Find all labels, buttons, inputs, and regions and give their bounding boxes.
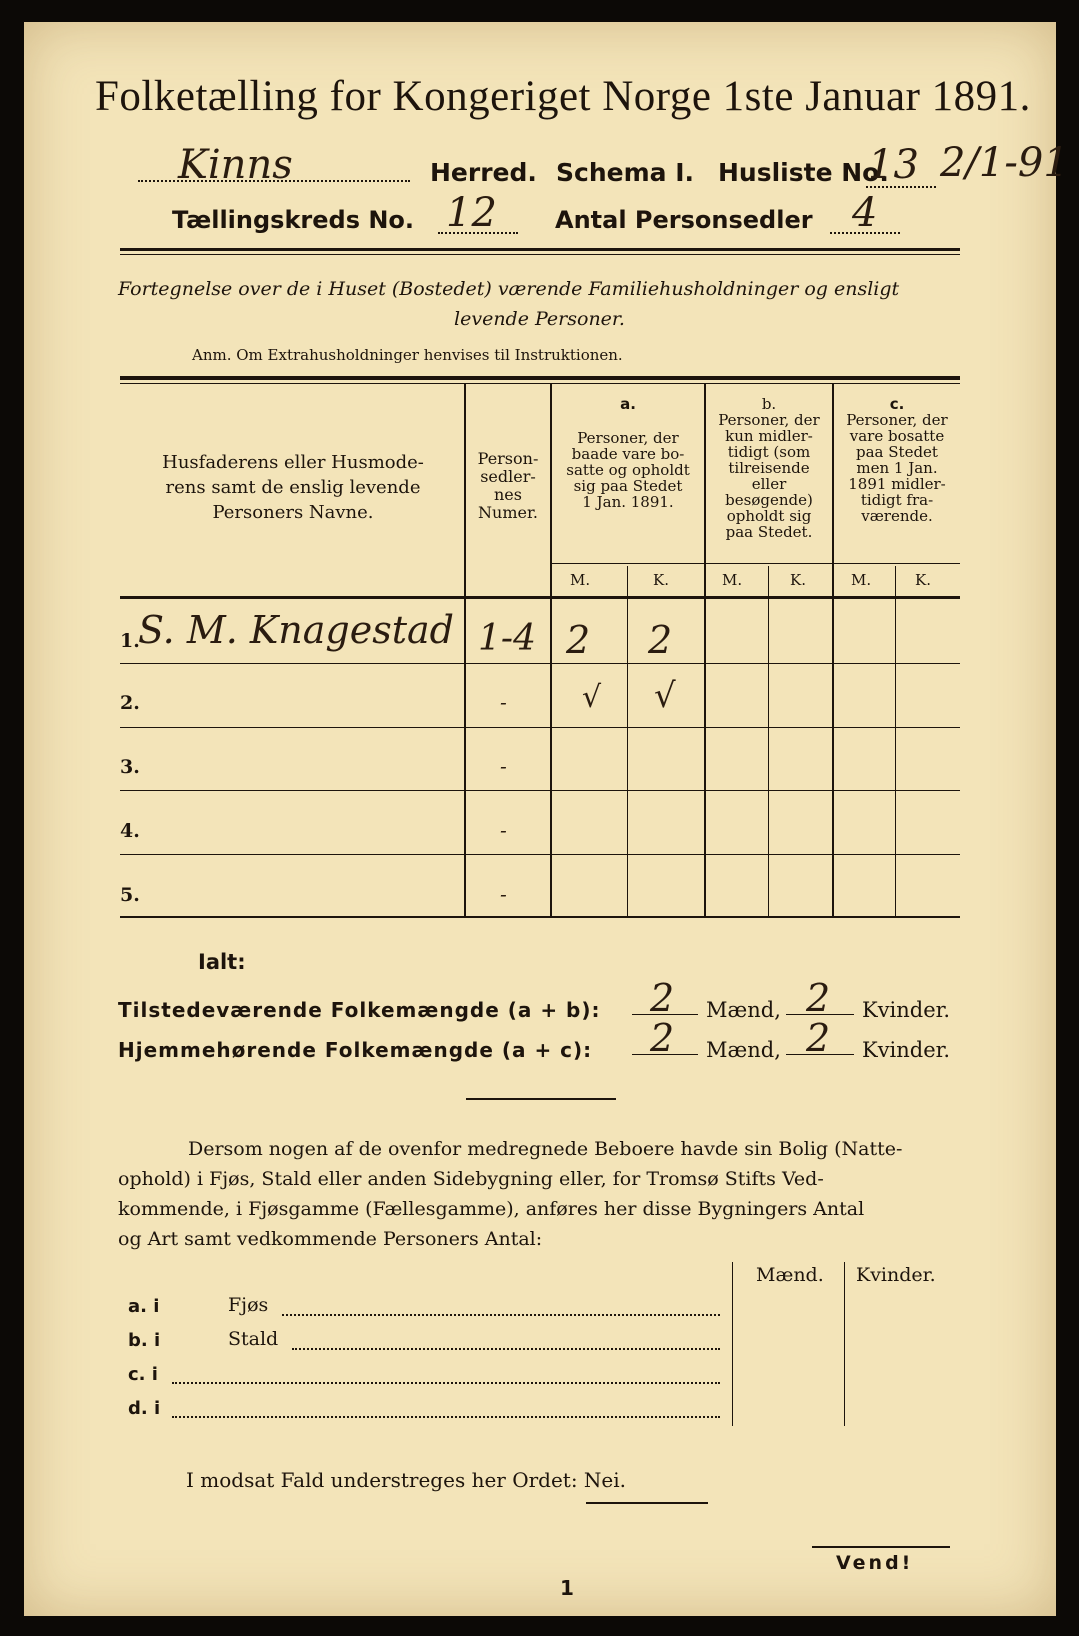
header-rule xyxy=(120,248,960,251)
rows-top-rule xyxy=(120,596,960,599)
col-b-line: eller xyxy=(751,475,787,493)
antal-label: Antal Personsedler xyxy=(555,206,813,234)
a-m-check: √ xyxy=(582,680,602,715)
antal-value: 4 xyxy=(852,190,878,236)
tilstede-maend-value: 2 xyxy=(650,976,675,1020)
col-b-m: M. xyxy=(722,571,743,589)
row-number: 5. xyxy=(120,884,140,906)
col-b-line: besøgende) xyxy=(725,491,813,509)
col-a-k: K. xyxy=(653,571,669,589)
row-number: 4. xyxy=(120,820,140,842)
vend-label: Vend! xyxy=(836,1552,914,1574)
col-b-line: opholdt sig xyxy=(726,507,812,525)
building-a-label: a. i xyxy=(128,1296,160,1317)
col-a-letter: a. xyxy=(620,395,636,413)
col-a-header xyxy=(552,396,704,510)
row-number: 3. xyxy=(120,756,140,778)
col-b-header xyxy=(706,396,832,540)
buildings-line: kommende, i Fjøsgamme (Fællesgamme), anføres her disse Bygningers Antal xyxy=(118,1198,865,1220)
col-b-letter: b. xyxy=(761,395,777,413)
col-a-line: sig paa Stedet xyxy=(573,477,683,495)
table-top-rule-thin xyxy=(120,383,960,384)
row-number: 1. xyxy=(120,630,140,652)
row-divider xyxy=(120,663,960,664)
hjemme-maend-value: 2 xyxy=(650,1016,675,1060)
tilstede-kvinder-label: Kvinder. xyxy=(862,998,951,1022)
tilstede-label: Tilstedeværende Folkemængde (a + b): xyxy=(118,998,601,1022)
vline-a-mk xyxy=(627,566,628,916)
buildings-line: ophold) i Fjøs, Stald eller anden Sidebygning eller, for Tromsø Stifts Ved- xyxy=(118,1168,824,1190)
anm-note: Anm. Om Extrahusholdninger henvises til Instruktionen. xyxy=(192,346,623,364)
col-b-line: tidigt (som xyxy=(727,443,811,461)
buildings-vline-2 xyxy=(844,1262,845,1426)
buildings-line: Dersom nogen af de ovenfor medregnede Beboere havde sin Bolig (Natte- xyxy=(188,1138,903,1160)
row-number: 2. xyxy=(120,692,140,714)
herred-label: Herred. xyxy=(430,158,537,187)
intro-line-2: levende Personer. xyxy=(454,308,625,330)
kreds-label: Tællingskreds No. xyxy=(172,206,415,234)
nei-underline xyxy=(586,1502,708,1504)
row-divider xyxy=(120,727,960,728)
hjemme-label: Hjemmehørende Folkemængde (a + c): xyxy=(118,1038,593,1062)
mk-top-rule xyxy=(552,563,960,564)
tilstede-maend-label: Mænd, xyxy=(706,998,781,1022)
tilstede-kvinder-value: 2 xyxy=(806,976,831,1020)
col-num-line: Person- xyxy=(477,449,539,468)
husliste-value: 13 xyxy=(868,142,919,188)
col-b-line: kun midler- xyxy=(725,427,813,445)
a-k-check: √ xyxy=(654,676,676,716)
building-c-label: c. i xyxy=(128,1364,158,1385)
col-c-letter: c. xyxy=(889,395,905,413)
a-k-value: 2 xyxy=(648,618,673,662)
col-num-line: Numer. xyxy=(478,503,538,522)
husliste-label: Husliste No. xyxy=(718,158,889,187)
vline-c-mk xyxy=(895,566,896,916)
building-d-label: d. i xyxy=(128,1398,161,1419)
col-a-line: satte og opholdt xyxy=(566,461,690,479)
col-name-line: Personers Navne. xyxy=(212,502,374,523)
building-b-text: Stald xyxy=(228,1328,279,1350)
ialt-label: Ialt: xyxy=(198,950,246,974)
col-num-line: nes xyxy=(494,485,522,504)
persnum-value: - xyxy=(500,754,507,778)
hjemme-maend-label: Mænd, xyxy=(706,1038,781,1062)
row-divider xyxy=(120,854,960,855)
col-persnum-header xyxy=(466,450,550,522)
vend-rule xyxy=(812,1546,950,1548)
col-c-line: 1891 midler- xyxy=(848,475,946,493)
col-c-line: men 1 Jan. xyxy=(856,459,938,477)
row-divider xyxy=(120,790,960,791)
building-c-dots xyxy=(172,1382,720,1384)
building-d-dots xyxy=(172,1416,720,1418)
col-c-k: K. xyxy=(915,571,931,589)
header-rule-thin xyxy=(120,254,960,255)
hjemme-kvinder-value: 2 xyxy=(806,1016,831,1060)
nei-instruction: I modsat Fald understreges her Ordet: Nei. xyxy=(186,1468,627,1492)
col-name-line: Husfaderens eller Husmode- xyxy=(162,452,424,473)
col-name-header xyxy=(128,450,458,525)
col-a-line: Personer, der xyxy=(577,429,679,447)
col-c-line: tidigt fra- xyxy=(860,491,934,509)
col-b-line: tilreisende xyxy=(728,459,810,477)
buildings-vline-1 xyxy=(732,1262,733,1426)
col-b-line: Personer, der xyxy=(718,411,820,429)
building-b-label: b. i xyxy=(128,1330,161,1351)
building-b-dots xyxy=(292,1348,720,1350)
col-name-line: rens samt de enslig levende xyxy=(165,477,421,498)
date-note: 2/1-91 xyxy=(940,140,1069,186)
col-b-line: paa Stedet. xyxy=(725,523,813,541)
col-c-line: vare bosatte xyxy=(849,427,945,445)
col-b-k: K. xyxy=(790,571,806,589)
herred-value: Kinns xyxy=(178,142,293,188)
a-m-value: 2 xyxy=(566,618,591,662)
census-form-page xyxy=(24,22,1056,1616)
form-title: Folketælling for Kongeriget Norge 1ste Januar 1891. xyxy=(95,73,1031,120)
buildings-col-maend: Mænd. xyxy=(756,1264,824,1286)
kreds-value: 12 xyxy=(446,190,497,236)
col-c-m: M. xyxy=(851,571,872,589)
persnum-value: 1-4 xyxy=(478,618,536,659)
persnum-value: - xyxy=(500,882,507,906)
vline-b-mk xyxy=(768,566,769,916)
building-a-dots xyxy=(282,1314,720,1316)
page-number: 1 xyxy=(560,1576,574,1600)
section-divider xyxy=(466,1098,616,1100)
schema-label: Schema I. xyxy=(556,158,695,187)
building-a-text: Fjøs xyxy=(228,1294,269,1316)
col-c-header xyxy=(834,396,960,524)
hjemme-kvinder-label: Kvinder. xyxy=(862,1038,951,1062)
col-c-line: værende. xyxy=(861,507,933,525)
persnum-value: - xyxy=(500,690,507,714)
col-a-m: M. xyxy=(570,571,591,589)
household-name: S. M. Knagestad xyxy=(138,608,454,652)
buildings-paragraph xyxy=(118,1134,958,1254)
col-c-line: paa Stedet xyxy=(856,443,938,461)
intro-line-1: Fortegnelse over de i Huset (Bostedet) værende Familiehusholdninger og ensligt xyxy=(118,278,900,300)
col-a-line: 1 Jan. 1891. xyxy=(582,493,674,511)
col-num-line: sedler- xyxy=(480,467,536,486)
persnum-value: - xyxy=(500,818,507,842)
buildings-line: og Art samt vedkommende Personers Antal: xyxy=(118,1228,543,1250)
table-bottom-rule xyxy=(120,916,960,918)
buildings-col-kvinder: Kvinder. xyxy=(856,1264,936,1286)
col-a-line: baade vare bo- xyxy=(571,445,685,463)
col-c-line: Personer, der xyxy=(846,411,948,429)
table-top-rule xyxy=(120,376,960,380)
